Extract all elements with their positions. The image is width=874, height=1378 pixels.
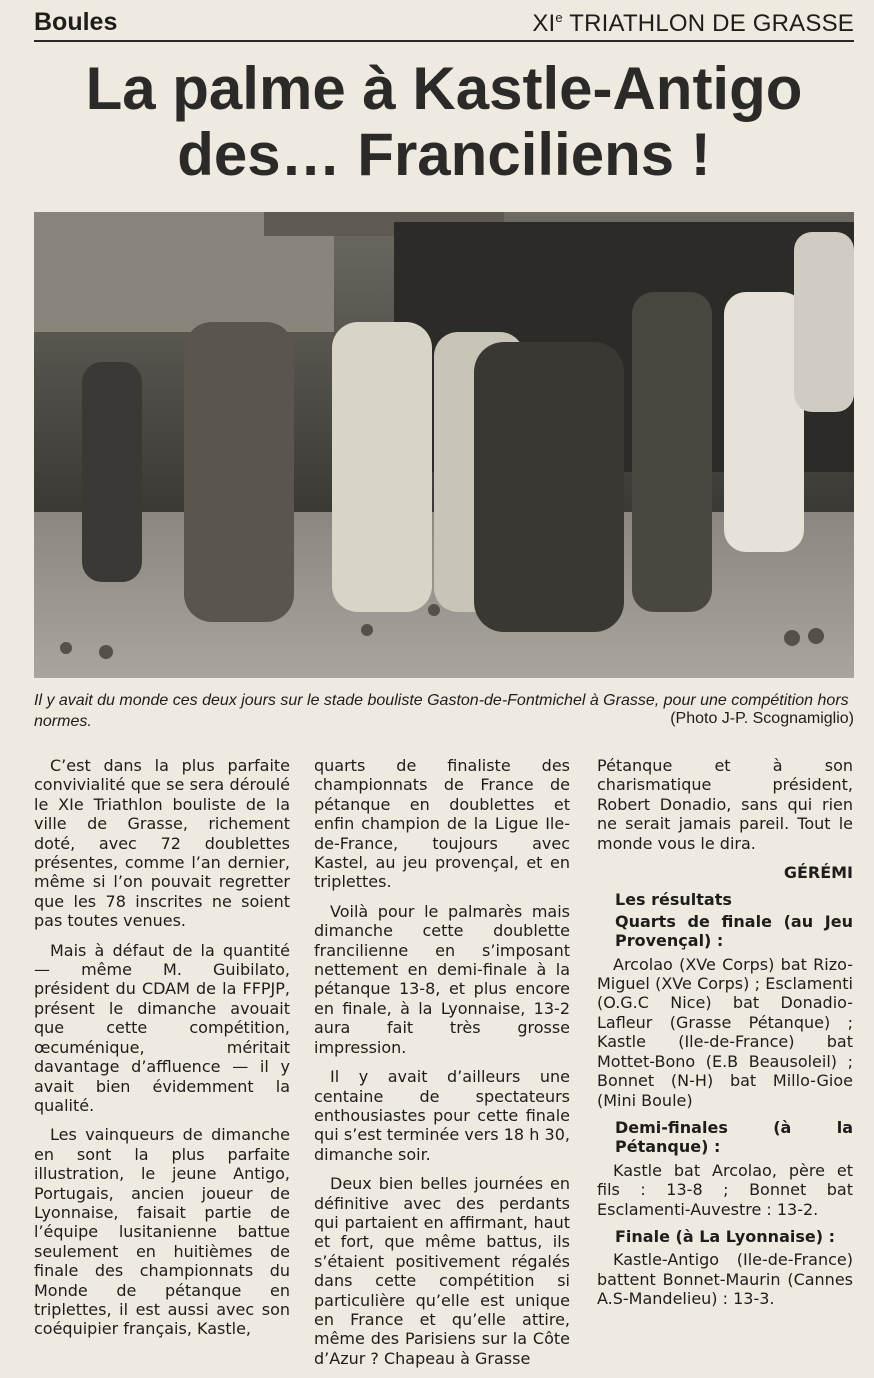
article-paragraph: quarts de finaliste des championnats de France de pétanque en doublettes et enfin champion de la Ligue Ile-de-France, toujours avec Kastel, au jeu provençal, et en triplettes. xyxy=(314,756,570,892)
finale-results: Kastle-Antigo (Ile-de-France) battent Bonnet-Maurin (Cannes A.S-Mandelieu) : 13-3. xyxy=(597,1250,853,1309)
headline xyxy=(34,56,854,188)
event-label xyxy=(532,10,854,38)
finale-title: Finale (à La Lyonnaise) : xyxy=(615,1226,835,1246)
article-column-2 xyxy=(314,756,570,1378)
quarts-results: Arcolao (XVe Corps) bat Rizo-Miguel (XVe Corps) ; Esclamenti (O.G.C Nice) bat Donadio-Lafleur (Grasse Pétanque) ; Kastle (Ile-de-France) bat Mottet-Bono (E.B Beausoleil) ; Bonnet (N-H) bat Millo-Gioe (Mini Boule) xyxy=(597,954,853,1110)
article-paragraph: Mais à défaut de la quantité — même M. Guibilato, président du CDAM de la FFPJP, présent le dimanche avouait que cette compétition, œcuménique, méritait davantage d’affluence — il y avait bien évidemment la qualité. xyxy=(34,940,290,1115)
photo-illustration xyxy=(34,212,854,678)
event-title: TRIATHLON DE GRASSE xyxy=(562,10,854,37)
article-paragraph: Deux bien belles journées en définitive avec des perdants qui partaient en affirmant, haut et fort, que même battus, ils s’étaient positivement régalés dans cette compétition si particulière qu’elle est unique en France et qu’elle attire, même des Parisiens sur la Côte d’Azur ? Chapeau à Grasse xyxy=(314,1174,570,1368)
article-paragraph: Il y avait d’ailleurs une centaine de spectateurs enthousiastes pour cette finale qui s’est terminée vers 18 h 30, dimanche soir. xyxy=(314,1067,570,1164)
demi-title: Demi-finales (à la Pétanque) : xyxy=(615,1117,853,1157)
photo-credit: (Photo J-P. Scognamiglio) xyxy=(670,710,854,727)
photo-caption: Il y avait du monde ces deux jours sur le stade bouliste Gaston-de-Fontmichel à Grasse, pour une compétition hors normes. xyxy=(34,692,849,730)
quarts-title: Quarts de finale (au Jeu Provençal) : xyxy=(615,911,853,951)
headline-line-2: des… Franciliens ! xyxy=(177,121,711,188)
results-title: Les résultats xyxy=(615,890,732,910)
article-paragraph: Les vainqueurs de dimanche en sont la plus parfaite illustration, le jeune Antigo, Portugais, ancien joueur de Lyonnaise, faisait partie de l’équipe lusitanienne battue seulement en huitièmes de finale des championnats du Monde de pétanque en triplettes, il est aussi avec son coéquipier français, Kastle, xyxy=(34,1125,290,1339)
article-paragraph: Pétanque et à son charismatique président, Robert Donadio, sans qui rien ne serait jamais pareil. Tout le monde vous le dira. xyxy=(597,756,853,853)
event-superscript: e xyxy=(555,10,563,25)
article-column-1 xyxy=(34,756,290,1349)
page-header xyxy=(34,6,854,42)
headline-line-1: La palme à Kastle-Antigo xyxy=(85,55,803,122)
demi-results: Kastle bat Arcolao, père et fils : 13-8 ; Bonnet bat Esclamenti-Auvestre : 13-2. xyxy=(597,1160,853,1219)
news-photo xyxy=(34,212,854,678)
article-paragraph: Voilà pour le palmarès mais dimanche cette doublette francilienne en s’imposant nettement en demi-finale à la pétanque 13-8, et plus encore en finale, à la Lyonnaise, 13-2 aura fait très grosse impression. xyxy=(314,901,570,1057)
section-label: Boules xyxy=(34,8,118,36)
article-paragraph: C’est dans la plus parfaite convivialité que se sera déroulé le XIe Triathlon bouliste de la ville de Grasse, richement doté, avec 72 doublettes présentes, comme l’an dernier, même si l’on pouvait regretter que les 78 inscrites ne soient pas toutes venues. xyxy=(34,756,290,931)
article-column-3 xyxy=(597,756,853,1317)
event-numeral: XI xyxy=(532,10,556,37)
author-signature: GÉRÉMI xyxy=(783,863,853,883)
